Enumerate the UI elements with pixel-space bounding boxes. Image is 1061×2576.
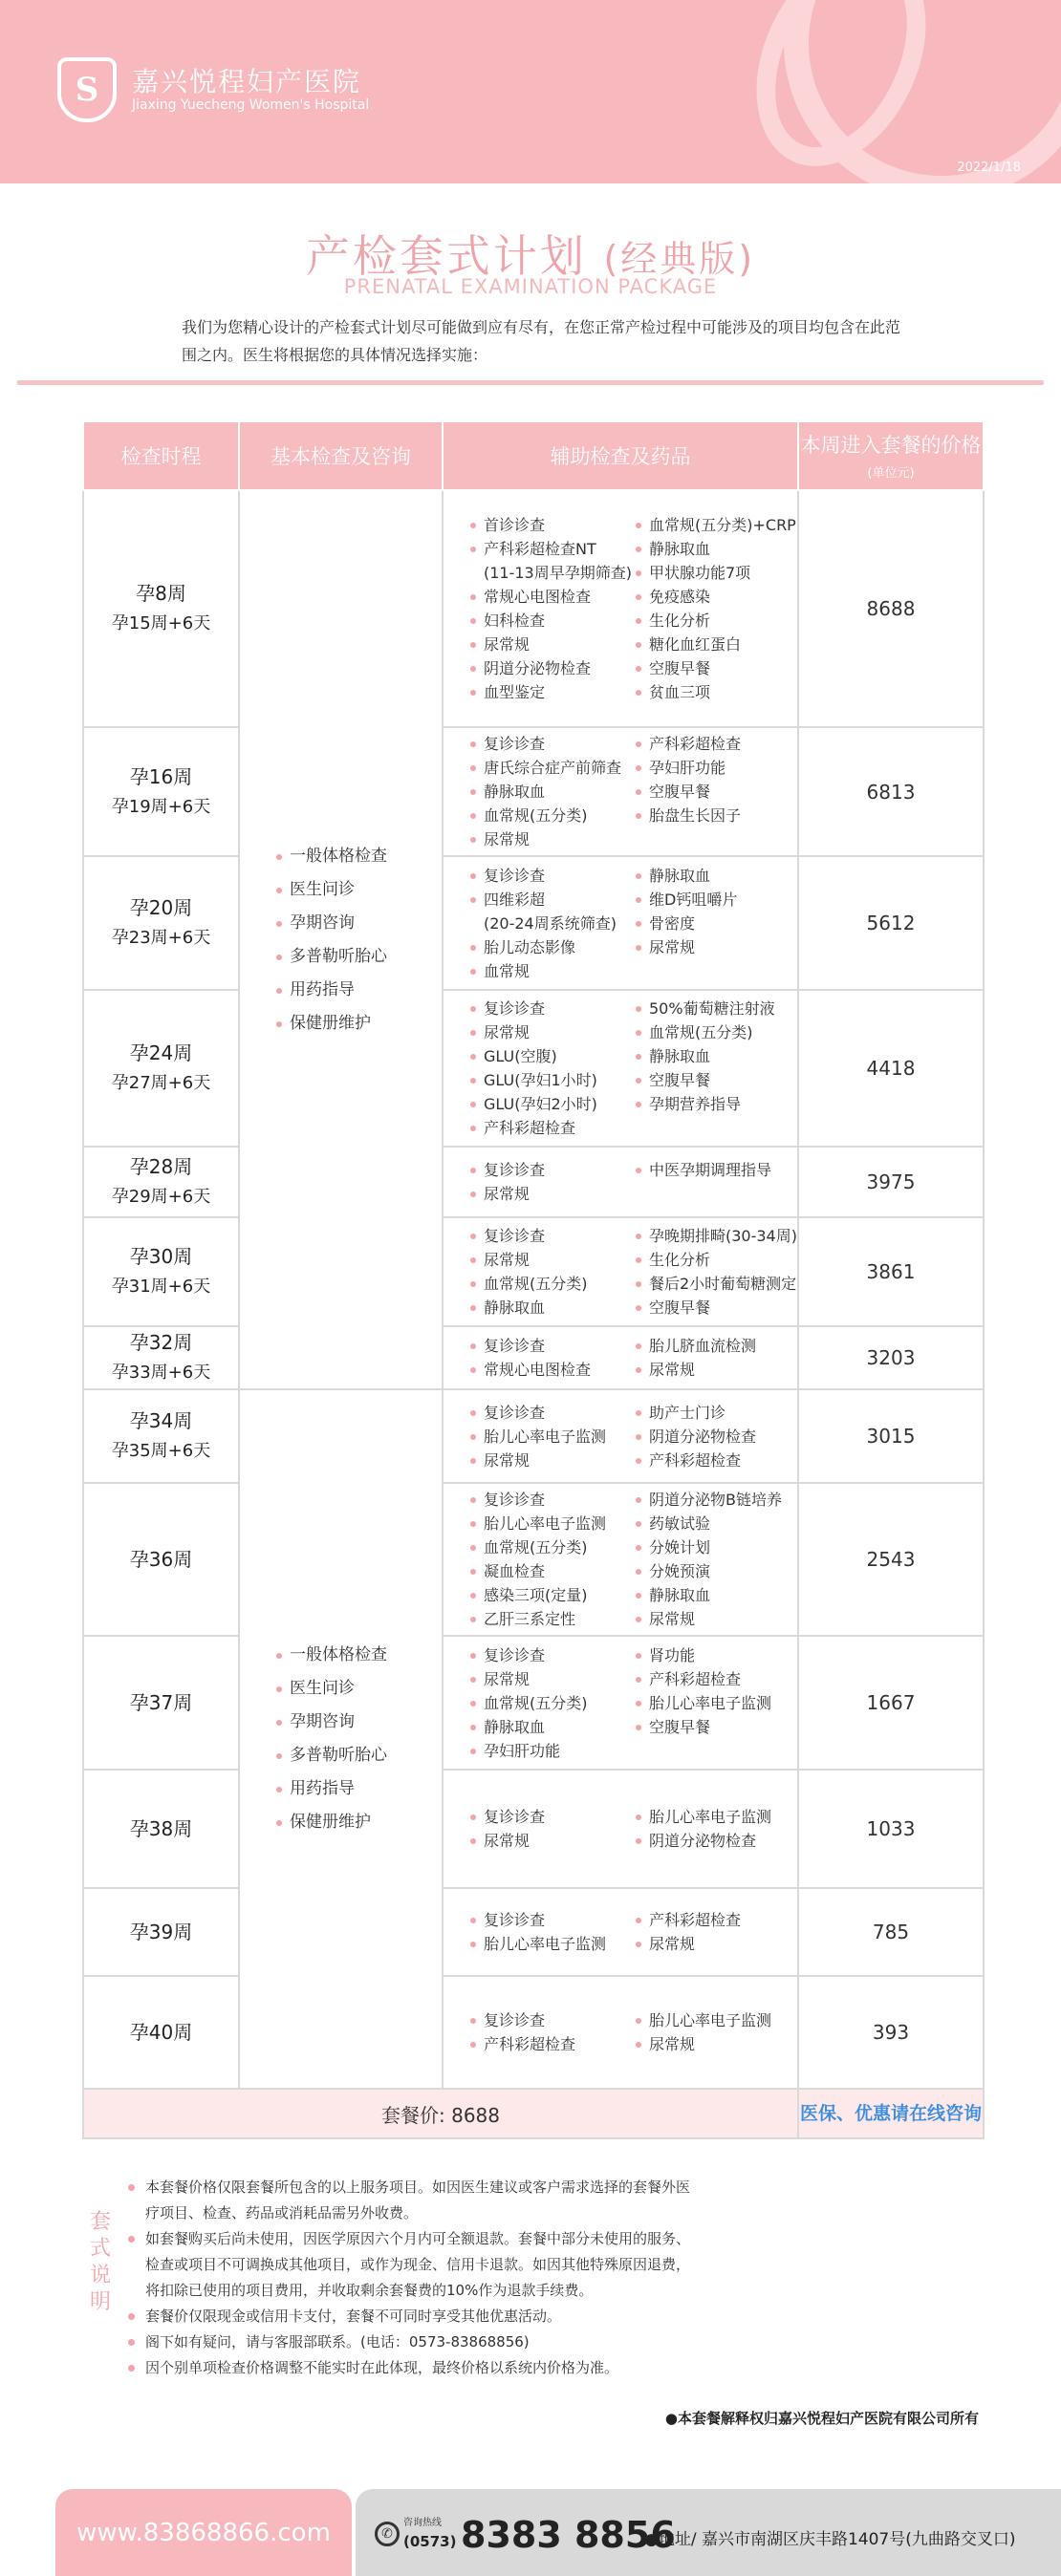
- basic-checks-cell: [239, 490, 443, 1389]
- aux-item: 血常规(五分类): [470, 1535, 628, 1559]
- table-row: [83, 1217, 984, 1326]
- week-label: 孕40周: [129, 2021, 193, 2044]
- week-cell: [83, 856, 239, 990]
- aux-item: 常规心电图检查: [470, 585, 628, 609]
- week-label: 孕32周: [129, 1331, 193, 1354]
- header-price-label: 本周进入套餐的价格: [800, 434, 982, 457]
- week-label: 孕38周: [129, 1817, 193, 1840]
- header-basic: 基本检查及咨询: [239, 421, 443, 490]
- aux-item: 胎儿心率电子监测: [636, 1805, 793, 1829]
- table-row: [83, 1389, 984, 1483]
- basic-item: 一般体格检查: [276, 1639, 442, 1672]
- aux-item: 四维彩超: [470, 888, 628, 912]
- week-cell: [83, 1636, 239, 1770]
- aux-item: 首诊诊查: [470, 513, 628, 537]
- aux-items-cell: [443, 1888, 798, 1976]
- week-cell: [83, 990, 239, 1147]
- week-cell: [83, 490, 239, 727]
- aux-item: 胎儿心率电子监测: [636, 2008, 793, 2032]
- price-cell: 8688: [798, 490, 984, 727]
- week-range: 孕31周+6天: [111, 1277, 211, 1297]
- week-label: 孕8周: [136, 582, 186, 605]
- aux-items-cell: [443, 727, 798, 856]
- week-label: 孕34周: [129, 1409, 193, 1432]
- aux-item: 空腹早餐: [636, 780, 793, 804]
- aux-item: 空腹早餐: [636, 1068, 793, 1092]
- aux-item: 尿常规: [470, 633, 628, 656]
- basic-item: 用药指导: [276, 974, 442, 1007]
- header-price-unit: (单位元): [867, 466, 915, 481]
- week-label: 孕36周: [129, 1548, 193, 1571]
- aux-item: 静脉取血: [470, 780, 628, 804]
- price-cell: 1667: [798, 1636, 984, 1770]
- aux-item: 尿常规: [636, 1358, 793, 1382]
- price-cell: 3861: [798, 1217, 984, 1326]
- notes-side-label: 套式说明: [89, 2210, 111, 2314]
- aux-item: 血常规(五分类): [470, 1691, 628, 1715]
- week-label: 孕20周: [129, 896, 193, 919]
- aux-item: 尿常规: [636, 935, 793, 959]
- table-row: [83, 856, 984, 990]
- aux-item: 胎儿心率电子监测: [470, 1425, 628, 1449]
- aux-item: 孕期营养指导: [636, 1092, 793, 1116]
- aux-item: 孕妇肝功能: [470, 1739, 628, 1763]
- aux-item: 生化分析: [636, 609, 793, 633]
- aux-items-cell: [443, 1389, 798, 1483]
- price-cell: 785: [798, 1888, 984, 1976]
- note-item: 因个别单项检查价格调整不能实时在此体现，最终价格以系统内价格为准。: [128, 2355, 702, 2381]
- aux-item: 血常规: [470, 959, 628, 983]
- aux-item: 妇科检查: [470, 609, 628, 633]
- title-text: 产检套式计划: [305, 230, 587, 282]
- aux-item: 生化分析: [636, 1248, 793, 1272]
- aux-item: 餐后2小时葡萄糖测定: [636, 1272, 793, 1296]
- aux-item: 空腹早餐: [636, 1715, 793, 1739]
- basic-checks-cell: [239, 1389, 443, 2089]
- aux-item: 胎儿脐血流检测: [636, 1334, 793, 1358]
- aux-item: 血常规(五分类)+CRP: [636, 513, 793, 537]
- hotline-label: 咨询热线: [403, 2518, 442, 2528]
- hospital-logo-icon: S: [57, 57, 117, 122]
- rights-statement: ●本套餐解释权归嘉兴悦程妇产医院有限公司所有: [664, 2410, 979, 2427]
- aux-item: 助产士门诊: [636, 1401, 793, 1425]
- aux-item: 分娩预演: [636, 1559, 793, 1583]
- aux-item: 复诊诊查: [470, 1805, 628, 1829]
- header-aux: 辅助检查及药品: [443, 421, 798, 490]
- aux-item: 复诊诊查: [470, 1224, 628, 1248]
- basic-item: 医生问诊: [276, 873, 442, 907]
- aux-item: 阴道分泌物检查: [636, 1425, 793, 1449]
- week-range: 孕29周+6天: [111, 1187, 211, 1207]
- aux-item: 乙肝三系定性: [470, 1607, 628, 1631]
- table-row: [83, 1326, 984, 1389]
- aux-item: 常规心电图检查: [470, 1358, 628, 1382]
- week-cell: [83, 1217, 239, 1326]
- week-label: 孕16周: [129, 764, 193, 788]
- aux-item: 尿常规: [470, 1667, 628, 1691]
- table-row: [83, 490, 984, 727]
- aux-items-cell: [443, 490, 798, 727]
- aux-item: 贫血三项: [636, 680, 793, 704]
- package-table: [82, 420, 985, 2139]
- week-cell: [83, 1770, 239, 1888]
- note-item: 本套餐价格仅限套餐所包含的以上服务项目。如因医生建议或客户需求选择的套餐外医疗项目、检查、药品或消耗品需另外收费。: [128, 2175, 702, 2226]
- week-cell: [83, 1483, 239, 1636]
- week-range: 孕23周+6天: [111, 928, 211, 948]
- aux-item: 空腹早餐: [636, 1296, 793, 1320]
- aux-items-cell: [443, 1217, 798, 1326]
- divider: [17, 380, 1044, 385]
- aux-item: 复诊诊查: [470, 1643, 628, 1667]
- price-cell: 3975: [798, 1147, 984, 1217]
- phone-area-code: (0573): [403, 2533, 457, 2550]
- aux-item: 产科彩超检查: [636, 732, 793, 756]
- basic-item: 用药指导: [276, 1772, 442, 1806]
- aux-item: (11-13周早孕期筛查): [484, 564, 632, 582]
- aux-item: 产科彩超检查: [636, 1449, 793, 1472]
- consult-online-link[interactable]: 医保、优惠请在线咨询: [798, 2089, 984, 2138]
- aux-item: 药敏试验: [636, 1512, 793, 1535]
- price-cell: 4418: [798, 990, 984, 1147]
- week-label: 孕30周: [129, 1245, 193, 1268]
- aux-item: 产科彩超检查: [636, 1908, 793, 1932]
- aux-items-cell: [443, 990, 798, 1147]
- aux-item: 静脉取血: [470, 1296, 628, 1320]
- price-cell: 1033: [798, 1770, 984, 1888]
- aux-item: 尿常规: [470, 1449, 628, 1472]
- table-row: [83, 990, 984, 1147]
- aux-item: 血常规(五分类): [636, 1020, 793, 1044]
- header-banner: [0, 0, 1061, 183]
- aux-item: GLU(孕妇2小时): [470, 1092, 628, 1116]
- aux-items-cell: [443, 1147, 798, 1217]
- phone-icon: ✆: [375, 2522, 400, 2546]
- basic-item: 一般体格检查: [276, 840, 442, 873]
- footer-contact: [356, 2489, 1061, 2576]
- aux-item: 复诊诊查: [470, 1158, 628, 1182]
- aux-item: 感染三项(定量): [470, 1583, 628, 1607]
- week-range: 孕19周+6天: [111, 796, 211, 817]
- aux-item: 尿常规: [470, 1020, 628, 1044]
- week-cell: [83, 1326, 239, 1389]
- title-edition: (经典版): [603, 238, 756, 280]
- note-item: 如套餐购买后尚未使用，因医学原因六个月内可全额退款。套餐中部分未使用的服务、检查或项目不可调换成其他项目，或作为现金、信用卡退款。如因其他特殊原因退费，将扣除已使用的项目费用，并收取剩余套餐费的10%作为退款手续费。: [128, 2226, 702, 2304]
- aux-item: 甲状腺功能7项: [636, 561, 793, 585]
- week-range: 孕33周+6天: [111, 1363, 211, 1383]
- basic-item: 医生问诊: [276, 1672, 442, 1706]
- price-cell: 2543: [798, 1483, 984, 1636]
- aux-item: 尿常规: [470, 1248, 628, 1272]
- aux-item: 胎儿心率电子监测: [470, 1512, 628, 1535]
- page-subtitle-en: PRENATAL EXAMINATION PACKAGE: [343, 275, 718, 298]
- aux-item: 阴道分泌物检查: [470, 656, 628, 680]
- aux-item: 阴道分泌物检查: [636, 1829, 793, 1853]
- aux-items-cell: [443, 856, 798, 990]
- phone-number[interactable]: 8383 8856: [461, 2514, 676, 2556]
- price-cell: 393: [798, 1976, 984, 2089]
- aux-item: 凝血检查: [470, 1559, 628, 1583]
- notes-list: [128, 2175, 702, 2381]
- aux-item: 中医孕期调理指导: [636, 1158, 793, 1182]
- basic-item: 保健册维护: [276, 1806, 442, 1839]
- aux-item: 尿常规: [636, 1932, 793, 1956]
- aux-item: 复诊诊查: [470, 732, 628, 756]
- note-item: 阁下如有疑问，请与客服部联系。(电话：0573-83868856): [128, 2329, 702, 2355]
- aux-item: 唐氏综合症产前筛查: [470, 756, 628, 780]
- basic-item: 孕期咨询: [276, 1706, 442, 1739]
- table-row: [83, 1770, 984, 1888]
- price-cell: 3015: [798, 1389, 984, 1483]
- table-row: [83, 727, 984, 856]
- week-label: 孕24周: [129, 1041, 193, 1064]
- basic-item: 保健册维护: [276, 1007, 442, 1041]
- week-label: 孕28周: [129, 1155, 193, 1178]
- aux-item: 复诊诊查: [470, 1908, 628, 1932]
- aux-item: 血型鉴定: [470, 680, 628, 704]
- aux-item: 静脉取血: [636, 864, 793, 888]
- aux-item: 胎儿动态影像: [470, 935, 628, 959]
- week-cell: [83, 1976, 239, 2089]
- aux-item: 尿常规: [636, 1607, 793, 1631]
- aux-item: 阴道分泌物B链培养: [636, 1488, 793, 1512]
- aux-item: 静脉取血: [636, 1044, 793, 1068]
- basic-item: 多普勒听胎心: [276, 1739, 442, 1772]
- week-cell: [83, 727, 239, 856]
- total-row: [83, 2089, 984, 2138]
- aux-item: 胎儿心率电子监测: [636, 1691, 793, 1715]
- aux-item: 空腹早餐: [636, 656, 793, 680]
- aux-item: 产科彩超检查: [470, 1116, 628, 1140]
- table-row: [83, 1483, 984, 1636]
- aux-item: 孕晚期排畸(30-34周): [636, 1224, 793, 1248]
- aux-item: 孕妇肝功能: [636, 756, 793, 780]
- table-row: [83, 1147, 984, 1217]
- price-cell: 5612: [798, 856, 984, 990]
- aux-items-cell: [443, 1976, 798, 2089]
- intro-text: 我们为您精心设计的产检套式计划尽可能做到应有尽有，在您正常产检过程中可能涉及的项目均包含在此范围之内。医生将根据您的具体情况选择实施：: [182, 318, 901, 364]
- week-cell: [83, 1888, 239, 1976]
- week-cell: [83, 1389, 239, 1483]
- header-price: [798, 421, 984, 490]
- aux-item: 复诊诊查: [470, 2008, 628, 2032]
- price-cell: 6813: [798, 727, 984, 856]
- aux-items-cell: [443, 1770, 798, 1888]
- basic-item: 孕期咨询: [276, 907, 442, 940]
- aux-item: 复诊诊查: [470, 997, 628, 1020]
- aux-item: 骨密度: [636, 912, 793, 935]
- aux-item: 产科彩超检查NT: [470, 537, 628, 561]
- document-date: 2022/1/18: [957, 161, 1021, 175]
- aux-item: 静脉取血: [636, 537, 793, 561]
- aux-item: 维D钙咀嚼片: [636, 888, 793, 912]
- table-row: [83, 1636, 984, 1770]
- week-range: 孕15周+6天: [111, 613, 211, 633]
- aux-items-cell: [443, 1636, 798, 1770]
- aux-item: (20-24周系统筛查): [484, 913, 617, 933]
- aux-item: 静脉取血: [470, 1715, 628, 1739]
- aux-item: 血常规(五分类): [470, 804, 628, 827]
- aux-item: 分娩计划: [636, 1535, 793, 1559]
- aux-item: 复诊诊查: [470, 1488, 628, 1512]
- aux-item: 尿常规: [470, 1829, 628, 1853]
- aux-item: 尿常规: [470, 827, 628, 851]
- aux-item: 产科彩超检查: [470, 2032, 628, 2056]
- header-schedule: 检查时程: [83, 421, 239, 490]
- note-item: 套餐价仅限现金或信用卡支付，套餐不可同时享受其他优惠活动。: [128, 2304, 702, 2329]
- week-cell: [83, 1147, 239, 1217]
- week-range: 孕35周+6天: [111, 1441, 211, 1461]
- hospital-name-cn: 嘉兴悦程妇产医院: [132, 66, 362, 97]
- aux-item: 复诊诊查: [470, 1334, 628, 1358]
- week-label: 孕39周: [129, 1921, 193, 1943]
- table-row: [83, 1888, 984, 1976]
- aux-item: 肾功能: [636, 1643, 793, 1667]
- address: ●地址/ 嘉兴市南湖区庆丰路1407号(九曲路交叉口): [644, 2530, 1016, 2549]
- aux-item: 复诊诊查: [470, 864, 628, 888]
- aux-item: 胎盘生长因子: [636, 804, 793, 827]
- aux-item: 胎儿心率电子监测: [470, 1932, 628, 1956]
- aux-items-cell: [443, 1483, 798, 1636]
- aux-item: 复诊诊查: [470, 1401, 628, 1425]
- aux-item: 尿常规: [636, 2032, 793, 2056]
- aux-item: 免疫感染: [636, 585, 793, 609]
- total-price: 套餐价: 8688: [83, 2089, 798, 2138]
- aux-item: 糖化血红蛋白: [636, 633, 793, 656]
- hospital-name-en: Jiaxing Yuecheng Women's Hospital: [132, 97, 370, 113]
- aux-item: 50%葡萄糖注射液: [636, 997, 793, 1020]
- aux-item: 产科彩超检查: [636, 1667, 793, 1691]
- basic-item: 多普勒听胎心: [276, 940, 442, 974]
- aux-item: 静脉取血: [636, 1583, 793, 1607]
- week-range: 孕27周+6天: [111, 1073, 211, 1093]
- price-cell: 3203: [798, 1326, 984, 1389]
- aux-item: 血常规(五分类): [470, 1272, 628, 1296]
- aux-item: GLU(空腹): [470, 1044, 628, 1068]
- table-row: [83, 1976, 984, 2089]
- website-link[interactable]: www.83868866.com: [55, 2489, 352, 2576]
- week-label: 孕37周: [129, 1691, 193, 1714]
- aux-item: 尿常规: [470, 1182, 628, 1206]
- aux-item: GLU(孕妇1小时): [470, 1068, 628, 1092]
- aux-items-cell: [443, 1326, 798, 1389]
